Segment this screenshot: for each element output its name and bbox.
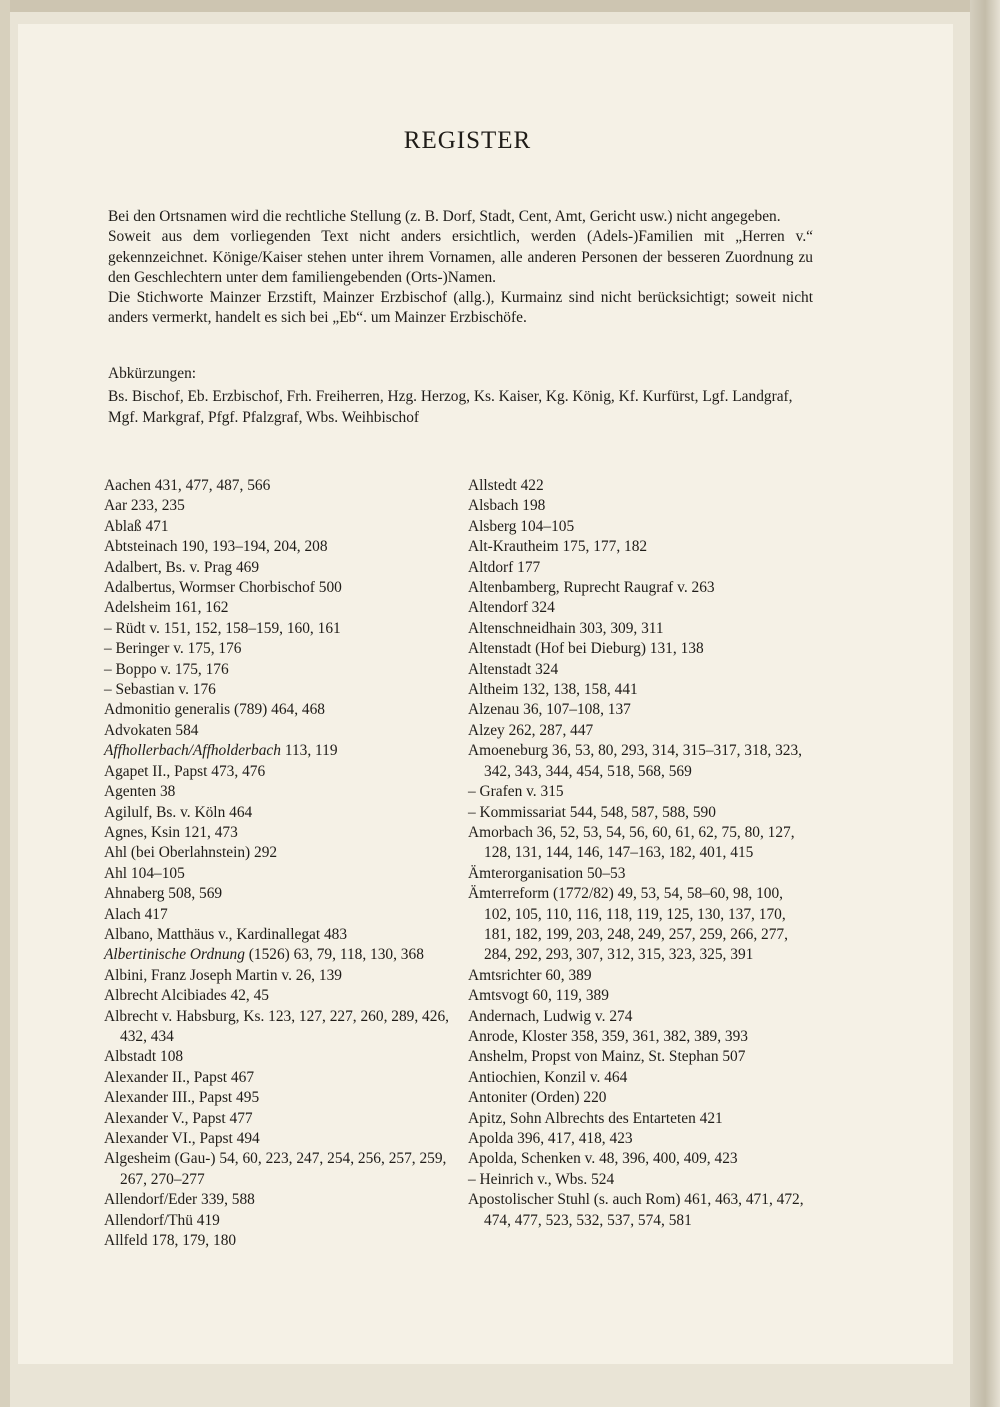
index-entry (104, 619, 449, 639)
index-entry-text: Apolda 396, 417, 418, 423 (468, 1130, 633, 1147)
index-entry-text: Allstedt 422 (468, 477, 544, 494)
index-entry-text: Apolda, Schenken v. 48, 396, 400, 409, 423 (468, 1150, 738, 1168)
index-entry (468, 1007, 813, 1027)
index-entry-text: Apitz, Sohn Albrechts des Entarteten 421 (468, 1109, 723, 1127)
index-entry (104, 843, 449, 863)
index-entry (104, 496, 449, 516)
index-entry (468, 1129, 813, 1149)
index-entry (104, 803, 449, 823)
index-entry-text: Alzey 262, 287, 447 (468, 721, 594, 739)
index-entry-text: Alexander VI., Papst 494 (104, 1130, 260, 1147)
index-entry-text: – Boppo v. 175, 176 (104, 660, 229, 678)
intro-paragraph: Soweit aus dem vorliegenden Text nicht anders ersichtlich, werden (Adels-)Familien mit „Herren v.“ gekennzeichnet. Könige/Kaiser stehen unter ihrem Vornamen, alle anderen Personen der besseren Zuordnung zu den Geschlechtern unter dem familiengebenden (Orts-)Namen. (108, 228, 813, 286)
index-entry-text: Albini, Franz Joseph Martin v. 26, 139 (104, 966, 342, 984)
index-entry (468, 476, 813, 496)
index-entry-text: Alexander II., Papst 467 (104, 1068, 255, 1086)
index-entry-text: Alt-Krautheim 175, 177, 182 (468, 538, 648, 556)
index-entry (104, 721, 449, 741)
index-entry (468, 1047, 813, 1067)
index-entry (104, 660, 449, 680)
index-entry-text: Ahnaberg 508, 569 (104, 885, 223, 903)
index-entry (104, 782, 449, 802)
index-entry (468, 986, 813, 1006)
index-entry (468, 578, 813, 598)
index-entry (104, 1088, 449, 1108)
index-entry (468, 537, 813, 557)
index-entry-text: – Heinrich v., Wbs. 524 (468, 1170, 615, 1188)
index-entry-text: Ämterorganisation 50–53 (468, 864, 626, 882)
index-entry-text: Agapet II., Papst 473, 476 (104, 762, 266, 780)
index-entry-text: (1526) 63, 79, 118, 130, 368 (244, 946, 424, 964)
index-entry-text: Amtsrichter 60, 389 (468, 966, 592, 984)
index-entry-text: Agilulf, Bs. v. Köln 464 (104, 803, 253, 821)
index-entry (104, 1211, 449, 1231)
index-entry (468, 966, 813, 986)
index-entry (468, 721, 813, 741)
index-entry-text: Ämterreform (1772/82) 49, 53, 54, 58–60, 98, 100, 102, 105, 110, 116, 118, 119, 125, 130, 137, 170, 181, 182, 199, 203, 248, 249, 257, 259, 266, 277, 284, 292, 293, 307, 312, 315, 323, 325, 391 (468, 885, 788, 964)
index-entry-text: Andernach, Ludwig v. 274 (468, 1007, 633, 1025)
index-entry-text: Antoniter (Orden) 220 (468, 1089, 607, 1107)
index-entry-text: Allendorf/Eder 339, 588 (104, 1191, 255, 1209)
abbreviations-block (108, 364, 813, 428)
index-entry (104, 700, 449, 720)
index-entry (104, 1231, 449, 1251)
index-entry-text: Ahl 104–105 (104, 864, 185, 882)
index-entry-text: Antiochien, Konzil v. 464 (468, 1068, 628, 1086)
index-entry-text: Apostolischer Stuhl (s. auch Rom) 461, 463, 471, 472, 474, 477, 523, 532, 537, 574, 581 (468, 1191, 804, 1229)
index-entry-text: Advokaten 584 (104, 721, 199, 739)
intro-paragraph: Die Stichworte Mainzer Erzstift, Mainzer Erzbischof (allg.), Kurmainz sind nicht berücksichtigt; soweit nicht anders vermerkt, handelt es sich bei „Eb“. um Mainzer Erzbischöfe. (108, 289, 813, 327)
index-entry (468, 1027, 813, 1047)
index-entry (468, 1109, 813, 1129)
index-entry (104, 1190, 449, 1210)
index-entry (104, 517, 449, 537)
index-entry (104, 578, 449, 598)
index-entry (104, 823, 449, 843)
index-entry (104, 1109, 449, 1129)
index-entry-text: Admonitio generalis (789) 464, 468 (104, 701, 325, 719)
abbreviations-list: Bs. Bischof, Eb. Erzbischof, Frh. Freiherren, Hzg. Herzog, Ks. Kaiser, Kg. König, Kf. Kurfürst, Lgf. Landgraf, Mgf. Markgraf, Pfgf. Pfalzgraf, Wbs. Weihbischof (108, 388, 793, 426)
index-entry-text: Alzenau 36, 107–108, 137 (468, 701, 631, 719)
index-entry-text: Alexander V., Papst 477 (104, 1109, 253, 1127)
index-entry-text: Altenschneidhain 303, 309, 311 (468, 619, 664, 637)
index-entry-text: Allfeld 178, 179, 180 (104, 1232, 237, 1250)
index-entry-text: – Sebastian v. 176 (104, 681, 216, 699)
index-entry-text: Aachen 431, 477, 487, 566 (104, 477, 271, 494)
index-entry-italic-term: Albertinische Ordnung (104, 946, 245, 964)
index-entry (468, 1088, 813, 1108)
index-entry (104, 741, 449, 761)
index-entry-text: Algesheim (Gau-) 54, 60, 223, 247, 254, 256, 257, 259, 267, 270–277 (104, 1150, 447, 1188)
index-entry-text: Anshelm, Propst von Mainz, St. Stephan 507 (468, 1048, 746, 1066)
index-entry (104, 884, 449, 904)
index-entry-text: Altenbamberg, Ruprecht Raugraf v. 263 (468, 579, 715, 597)
index-entry-text: Alach 417 (104, 905, 168, 923)
index-entry (468, 598, 813, 618)
index-entry-text: Altdorf 177 (468, 558, 541, 576)
index-entry (104, 680, 449, 700)
index-entry-text: Alsbach 198 (468, 497, 546, 515)
index-entry (468, 1170, 813, 1190)
index-entry (468, 884, 813, 966)
index-entry-text: Agenten 38 (104, 783, 176, 801)
index-entry-text: Amorbach 36, 52, 53, 54, 56, 60, 61, 62, 75, 80, 127, 128, 131, 144, 146, 147–163, 182, 401, 415 (468, 823, 795, 862)
index-entry (104, 1149, 449, 1190)
index-entry (104, 905, 449, 925)
index-entry (104, 1007, 449, 1048)
index-entry-text: Aar 233, 235 (104, 497, 185, 515)
index-entry-text: – Kommissariat 544, 548, 587, 588, 590 (468, 803, 716, 821)
page-title: REGISTER (403, 127, 532, 154)
index-entry-text: Adalbertus, Wormser Chorbischof 500 (104, 579, 342, 597)
index-entry (104, 986, 449, 1006)
index-entry (468, 558, 813, 578)
index-entry (104, 925, 449, 945)
index-entry-text: Albrecht v. Habsburg, Ks. 123, 127, 227, 260, 289, 426, 432, 434 (104, 1007, 449, 1045)
index-entry (468, 803, 813, 823)
index-entry (468, 1190, 813, 1231)
index-entry-text: Anrode, Kloster 358, 359, 361, 382, 389, 393 (468, 1027, 748, 1045)
index-entry (468, 496, 813, 516)
index-entry-text: Amoeneburg 36, 53, 80, 293, 314, 315–317, 318, 323, 342, 343, 344, 454, 518, 568, 569 (468, 742, 803, 780)
index-entry (468, 782, 813, 802)
index-entry-text: Alexander III., Papst 495 (104, 1089, 260, 1107)
index-entry (104, 762, 449, 782)
index-entry (468, 619, 813, 639)
index-entry-text: Abtsteinach 190, 193–194, 204, 208 (104, 538, 328, 556)
index-entry (468, 1149, 813, 1169)
index-entry (468, 823, 813, 864)
intro-notes (108, 207, 813, 329)
index-entry-text: Allendorf/Thü 419 (104, 1211, 220, 1229)
index-entry (468, 864, 813, 884)
index-entry-text: Altheim 132, 138, 158, 441 (468, 681, 638, 699)
index-entry (468, 680, 813, 700)
index-entry (104, 1129, 449, 1149)
index-entry (468, 639, 813, 659)
index-entry (104, 639, 449, 659)
index-entry-text: Adelsheim 161, 162 (104, 599, 229, 617)
index-entry (104, 966, 449, 986)
index-entry-text: Agnes, Ksin 121, 473 (104, 823, 238, 841)
index-entry-text: – Beringer v. 175, 176 (104, 640, 242, 658)
index-entry (104, 537, 449, 557)
index-entry (104, 1047, 449, 1067)
index-column-right (468, 476, 813, 1231)
index-entry (468, 660, 813, 680)
abbreviations-label: Abkürzungen: (108, 365, 197, 382)
index-entry-text: – Rüdt v. 151, 152, 158–159, 160, 161 (104, 619, 341, 637)
index-entry (468, 700, 813, 720)
index-entry (104, 945, 449, 965)
index-entry-text: Albrecht Alcibiades 42, 45 (104, 987, 269, 1005)
index-entry-text: Altenstadt (Hof bei Dieburg) 131, 138 (468, 640, 704, 658)
index-entry (468, 1068, 813, 1088)
index-entry-text: Albstadt 108 (104, 1048, 184, 1066)
intro-paragraph: Bei den Ortsnamen wird die rechtliche Stellung (z. B. Dorf, Stadt, Cent, Amt, Gericht usw.) nicht angegeben. (108, 208, 781, 225)
index-entry (104, 864, 449, 884)
index-entry (104, 1068, 449, 1088)
index-entry-text: – Grafen v. 315 (468, 783, 564, 801)
index-entry (104, 476, 449, 496)
index-entry-text: Ablaß 471 (104, 517, 169, 535)
index-entry-text: Ahl (bei Oberlahnstein) 292 (104, 844, 278, 862)
index-entry (104, 558, 449, 578)
index-entry-text: Adalbert, Bs. v. Prag 469 (104, 558, 260, 576)
index-entry-text: Amtsvogt 60, 119, 389 (468, 987, 609, 1005)
index-entry-text: 113, 119 (280, 742, 338, 760)
index-entry (468, 517, 813, 537)
index-entry (104, 598, 449, 618)
index-entry-text: Alsberg 104–105 (468, 517, 575, 535)
index-entry (468, 741, 813, 782)
index-entry-text: Altenstadt 324 (468, 660, 559, 678)
index-entry-text: Altendorf 324 (468, 599, 555, 617)
index-column-left (104, 476, 449, 1251)
index-entry-italic-term: Affhollerbach/Affholderbach (104, 742, 281, 760)
index-entry-text: Albano, Matthäus v., Kardinallegat 483 (104, 925, 348, 943)
